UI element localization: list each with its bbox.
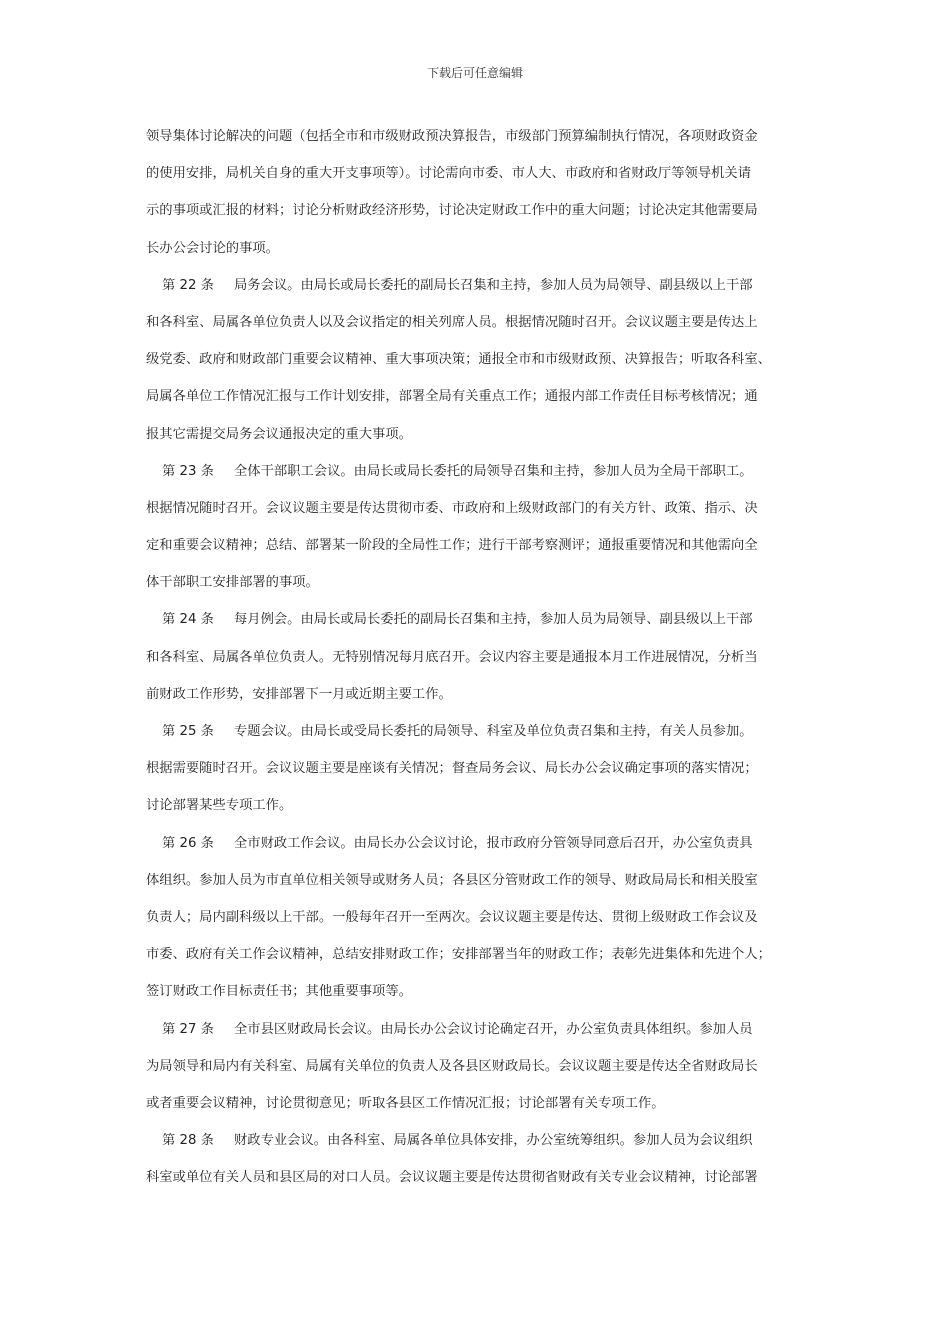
article-26 [146, 831, 810, 1017]
page-header-note: 下载后可任意编辑 [426, 66, 523, 80]
text-line: 和各科室、局属各单位负责人以及会议指定的相关列席人员。根据情况随时召开。会议议题主要是传达上 [146, 314, 758, 330]
document-body [146, 124, 810, 1202]
text-line: 前财政工作形势，安排部署下一月或近期主要工作。 [146, 686, 452, 702]
text-line: 根据需要随时召开。会议议题主要是座谈有关情况；督查局务会议、局长办公会议确定事项的落实情况； [146, 761, 758, 777]
text-line: 签订财政工作目标责任书；其他重要事项等。 [146, 984, 412, 1000]
article-27 [146, 1017, 810, 1129]
text-line: 的使用安排，局机关自身的重大开支事项等）。讨论需向市委、市人大、市政府和省财政厅等领导机关请 [146, 166, 752, 182]
text-line: 市委、政府有关工作会议精神，总结安排财政工作；安排部署当年的财政工作；表彰先进集体和先进个人； [146, 947, 771, 963]
article-28 [146, 1128, 810, 1202]
article-text: 全市县区财政局长会议。由局长办公会议讨论确定召开，办公室负责具体组织。参加人员 [234, 1021, 753, 1037]
article-number: 第 22 条 [162, 277, 214, 293]
article-first-line [146, 1128, 810, 1165]
article-23 [146, 459, 810, 608]
text-line: 定和重要会议精神；总结、部署某一阶段的全局性工作；进行干部考察测评；通报重要情况和其他需向全 [146, 538, 758, 554]
article-first-line [146, 719, 810, 756]
text-line: 或者重要会议精神，讨论贯彻意见；听取各县区工作情况汇报；讨论部署有关专项工作。 [146, 1095, 665, 1111]
article-number: 第 26 条 [162, 835, 214, 851]
article-number: 第 28 条 [162, 1133, 214, 1149]
article-text: 全体干部职工会议。由局长或局长委托的局领导召集和主持，参加人员为全局干部职工。 [234, 463, 753, 479]
article-text: 专题会议。由局长或受局长委托的局领导、科室及单位负责召集和主持，有关人员参加。 [234, 724, 753, 739]
article-number: 第 27 条 [162, 1021, 214, 1037]
article-text: 财政专业会议。由各科室、局属各单位具体安排，办公室统筹组织。参加人员为会议组织 [234, 1133, 753, 1149]
text-line: 讨论部署某些专项工作。 [146, 798, 293, 814]
text-line: 领导集体讨论解决的问题（包括全市和市级财政预决算报告，市级部门预算编制执行情况，各项财政资金 [146, 129, 758, 144]
text-line: 根据情况随时召开。会议议题主要是传达贯彻市委、市政府和上级财政部门的有关方针、政策、指示、决 [146, 500, 758, 516]
article-first-line [146, 459, 810, 496]
article-number: 第 24 条 [162, 612, 214, 628]
article-number: 第 25 条 [162, 724, 214, 739]
text-line: 负责人；局内副科级以上干部。一般每年召开一至两次。会议议题主要是传达、贯彻上级财政工作会议及 [146, 909, 758, 925]
text-line: 局属各单位工作情况汇报与工作计划安排，部署全局有关重点工作；通报内部工作责任目标考核情况；通 [146, 389, 758, 405]
text-line: 体干部职工安排部署的事项。 [146, 575, 319, 591]
article-24 [146, 607, 810, 719]
text-line: 长办公会讨论的事项。 [146, 240, 279, 256]
article-first-line [146, 607, 810, 644]
text-line: 为局领导和局内有关科室、局属有关单位的负责人及各县区财政局长。会议议题主要是传达全省财政局长 [146, 1058, 758, 1074]
text-line: 级党委、政府和财政部门重要会议精神、重大事项决策；通报全市和市级财政预、决算报告；听取各科室、 [146, 352, 771, 368]
text-line: 示的事项或汇报的材料；讨论分析财政经济形势，讨论决定财政工作中的重大问题；讨论决定其他需要局 [146, 203, 758, 219]
article-first-line [146, 1017, 810, 1054]
article-text: 全市财政工作会议。由局长办公会议讨论，报市政府分管领导同意后召开，办公室负责具 [234, 835, 753, 851]
article-first-line [146, 831, 810, 868]
text-line: 体组织。参加人员为市直单位相关领导或财务人员；各县区分管财政工作的领导、财政局局长和相关股室 [146, 872, 758, 888]
paragraph [146, 124, 810, 273]
text-line: 科室或单位有关人员和县区局的对口人员。会议议题主要是传达贯彻省财政有关专业会议精神，讨论部署 [146, 1170, 758, 1186]
text-line: 报其它需提交局务会议通报决定的重大事项。 [146, 426, 412, 442]
article-first-line [146, 273, 810, 310]
article-25 [146, 719, 810, 831]
article-22 [146, 273, 810, 459]
article-text: 每月例会。由局长或局长委托的副局长召集和主持，参加人员为局领导、副县级以上干部 [234, 612, 753, 628]
article-number: 第 23 条 [162, 463, 214, 479]
article-text: 局务会议。由局长或局长委托的副局长召集和主持，参加人员为局领导、副县级以上干部 [234, 277, 753, 293]
text-line: 和各科室、局属各单位负责人。无特别情况每月底召开。会议内容主要是通报本月工作进展情况，分析当 [146, 649, 758, 665]
